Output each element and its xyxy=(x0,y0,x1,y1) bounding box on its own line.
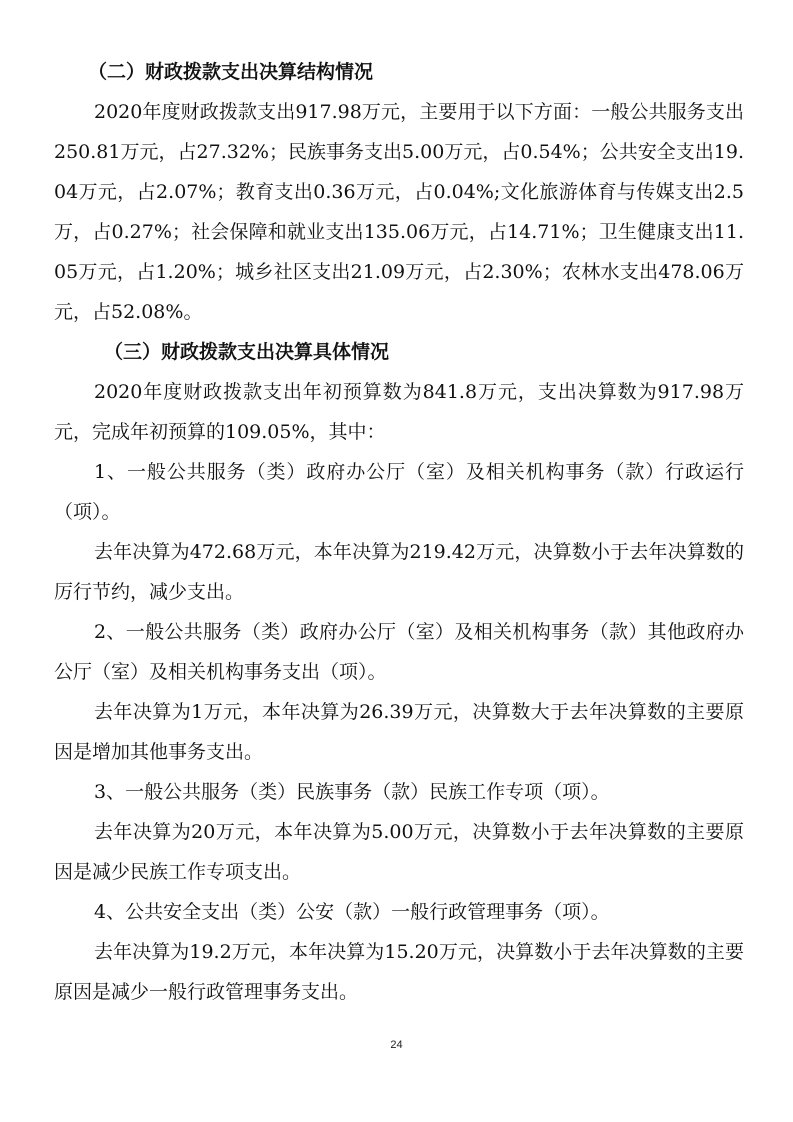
page-number: 24 xyxy=(390,1039,403,1051)
section-heading-expenditure-structure: （二）财政拨款支出决算结构情况 xyxy=(88,61,374,83)
page-content xyxy=(54,42,744,1012)
section-heading-expenditure-details: （三）财政拨款支出决算具体情况 xyxy=(104,341,390,363)
item-1-detail: 去年决算为472.68万元，本年决算为219.42万元，决算数小于去年决算数的厉行节约，减少支出。 xyxy=(54,541,744,603)
item-3-title: 3、一般公共服务（类）民族事务（款）民族工作专项（项）。 xyxy=(94,781,610,803)
item-4-title: 4、公共安全支出（类）公安（款）一般行政管理事务（项）。 xyxy=(94,901,610,923)
item-3-detail: 去年决算为20万元，本年决算为5.00万元，决算数小于去年决算数的主要原因是减少民族工作专项支出。 xyxy=(54,821,744,883)
item-2-title: 2、一般公共服务（类）政府办公厅（室）及相关机构事务（款）其他政府办公厅（室）及相关机构事务支出（项）。 xyxy=(54,621,744,683)
paragraph-expenditure-structure: 2020年度财政拨款支出917.98万元，主要用于以下方面：一般公共服务支出250.81万元，占27.32%；民族事务支出5.00万元，占0.54%；公共安全支出19.04万元，占2.07%；教育支出0.36万元，占0.04%;文化旅游体育与传媒支出2.5万，占0.27%；社会保障和就业支出135.06万元，占14.71%；卫生健康支出11.05万元，占1.20%；城乡社区支出21.09万元，占2.30%；农林水支出478.06万元，占52.08%。 xyxy=(54,101,744,323)
paragraph-expenditure-intro: 2020年度财政拨款支出年初预算数为841.8万元，支出决算数为917.98万元，完成年初预算的109.05%，其中： xyxy=(54,381,744,443)
item-1-title: 1、一般公共服务（类）政府办公厅（室）及相关机构事务（款）行政运行（项）。 xyxy=(54,461,744,523)
item-4-detail: 去年决算为19.2万元，本年决算为15.20万元，决算数小于去年决算数的主要原因是减少一般行政管理事务支出。 xyxy=(54,941,744,1003)
item-2-detail: 去年决算为1万元，本年决算为26.39万元，决算数大于去年决算数的主要原因是增加其他事务支出。 xyxy=(54,701,744,763)
